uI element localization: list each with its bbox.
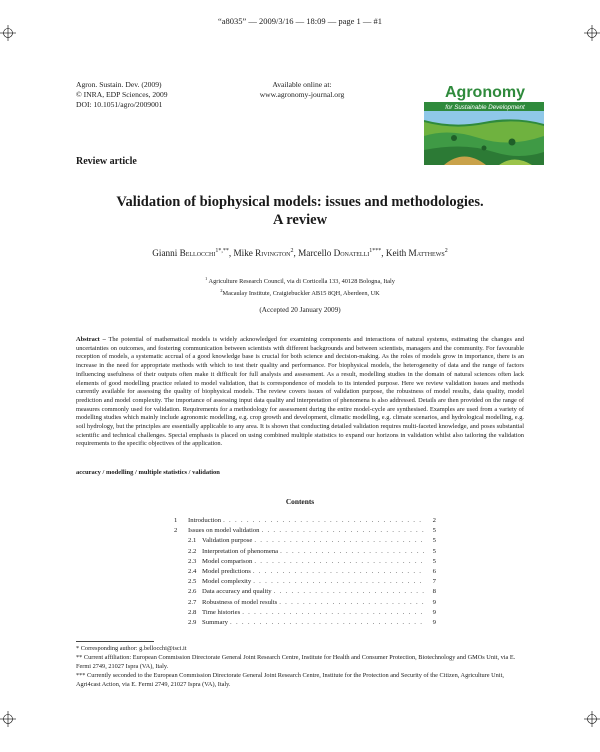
toc-title: Data accuracy and quality (202, 588, 272, 596)
author-separator: , (228, 248, 234, 259)
toc-number: 2.6 (188, 588, 197, 596)
affiliation-1-sup: 1 (205, 276, 208, 281)
affiliation-1-text: Agriculture Research Council, via di Corticella 133, 40128 Bologna, Italy (207, 278, 395, 286)
toc-number: 2.2 (188, 547, 197, 555)
toc-number: 1 (174, 517, 178, 524)
journal-logo (424, 78, 544, 165)
abstract-text: The potential of mathematical models is widely acknowledged for examining components and interactions of natural systems, estimating the changes and uncertainties on outcomes, and fostering communication between scientists with different backgrounds and between scientists, managers and the community. For favourable reception of models, a systematic accrual of a good knowledge base is crucial for both science and decision-making. As the roles of models grow in importance, there is an increase in the need for appropriate methods with which to test their quality and performance. For biophysical models, the heterogeneity of data and the range of factors influencing usefulness of their outputs often make it difficult for full analysis and assessment. As a result, modelling studies in the domain of natural sciences often lack elements of good modelling practice related to model validation, that is correspondence of models to its intended purpose. Here we review validation issues and methods currently available for assessing the quality of biophysical models. The review covers issues of validation purpose, the robustness of model results, data quality, model prediction and model complexity. The importance of assessing input data quality and interpretation of phenomena is also addressed. Details are then provided on the range of measures commonly used for validation. Requirements for a methodology for assessment during the entire model-cycle are synthesised. Examples are used from a variety of modelling studies which mainly include agronomic modelling, e.g. crop growth and development, climatic modelling, e.g. climate scenarios, and hydrological modelling, e.g. soil hydrology, but the principles are essentially applicable to any area. It is shown that conducting detailed validation requires multi-faceted knowledge, and poses substantial scientific and technical challenges. Special emphasis is placed on using combined multiple statistics to expand our horizons in validation whilst also tailoring the validation requirements to the specific objectives of the application. (76, 336, 524, 448)
author-4-sup: 2 (444, 248, 448, 254)
footnote-corresponding-author: * Corresponding author: g.bellocchi@isci.it (76, 645, 187, 652)
toc-page: 8 (432, 588, 436, 596)
toc-leader (279, 598, 424, 608)
toc-page: 5 (432, 527, 436, 535)
author-2-first: Mike (233, 248, 253, 259)
affiliation-2 (40, 287, 560, 299)
footnotes (76, 645, 524, 690)
toc-leader (254, 536, 424, 546)
footnote-secondment: *** Currently seconded to the European Commission Directorate General Joint Research Centre, Institute for the Protection and Security of the Citizen, Agriculture Unit, Agri4cast Action, via E. Fermi 2749, 21027 Ispra (VA), Italy. (76, 672, 504, 689)
author-list (40, 248, 560, 258)
author-separator: , (293, 248, 299, 259)
toc-leader (230, 618, 424, 628)
affiliation-2-sup: 2 (220, 287, 223, 293)
doi: DOI: 10.1051/agro/2009001 (76, 99, 163, 109)
author-1-sup: 1*,** (215, 248, 229, 254)
toc-entry[interactable] (174, 598, 436, 608)
toc-leader (274, 587, 424, 597)
author-1-last: Bellocchi (179, 248, 216, 259)
toc-leader (253, 577, 424, 587)
copyright: © INRA, EDP Sciences, 2009 (76, 89, 168, 99)
toc-leader (262, 526, 424, 536)
author-2-last: Rivington (255, 248, 291, 259)
journal-meta (76, 80, 168, 109)
title-line-2: A review (272, 212, 328, 228)
toc-page: 5 (432, 557, 436, 565)
crop-mark-top-right (584, 25, 600, 41)
article-title (60, 193, 540, 229)
toc-page: 5 (432, 537, 436, 545)
table-of-contents (174, 516, 436, 628)
toc-entry[interactable] (174, 567, 436, 577)
toc-entry[interactable] (174, 618, 436, 628)
toc-page: 5 (432, 547, 436, 555)
affiliations (40, 275, 560, 298)
author-3-first: Marcello (298, 248, 332, 259)
author-2-sup: 2 (290, 248, 294, 254)
toc-number: 2.7 (188, 598, 197, 606)
author-3-sup: 1*** (369, 248, 382, 254)
footnote-current-affiliation: ** Current affiliation: European Commission Directorate General Joint Research Centre, Institute for Health and Consumer Protection, Biotechnology and GMOs Unit, via E. Fermi 2749, 21027 Ispra (VA), Italy. (76, 654, 516, 671)
toc-number: 2.5 (188, 578, 197, 586)
author-1-first: Gianni (152, 248, 178, 259)
online-availability (253, 80, 351, 100)
toc-title: Model comparison (202, 557, 253, 565)
toc-leader (254, 557, 424, 567)
toc-entry[interactable] (174, 547, 436, 557)
footnote-rule (76, 641, 154, 642)
toc-entry[interactable] (174, 587, 436, 597)
toc-title: Model complexity (202, 578, 252, 586)
abstract (76, 336, 524, 449)
toc-title: Time histories (202, 608, 241, 616)
toc-title: Issues on model validation (188, 527, 260, 535)
toc-number: 2.1 (188, 537, 197, 545)
toc-page: 7 (432, 578, 436, 586)
toc-title: Model predictions (202, 567, 251, 575)
toc-entry[interactable] (174, 557, 436, 567)
crop-mark-top-left (0, 25, 16, 41)
toc-title: Robustness of model results (202, 598, 278, 606)
toc-leader (280, 547, 424, 557)
abstract-label: Abstract – (76, 336, 106, 343)
journal-citation: Agron. Sustain. Dev. (2009) (76, 80, 162, 89)
author-3-last: Donatelli (333, 248, 370, 259)
accepted-date: (Accepted 20 January 2009) (259, 306, 341, 314)
toc-leader (242, 608, 424, 618)
toc-number: 2.3 (188, 557, 197, 565)
toc-page: 6 (432, 567, 436, 575)
author-separator: , (381, 248, 386, 259)
available-online-label: Available online at: (272, 80, 332, 89)
running-header: “a8035” — 2009/3/16 — 18:09 — page 1 — #1 (217, 16, 383, 26)
toc-number: 2 (174, 527, 178, 535)
toc-title: Interpretation of phenomena (202, 547, 279, 555)
toc-page: 9 (432, 618, 436, 626)
title-line-1: Validation of biophysical models: issues and methodologies. (116, 194, 484, 210)
crop-mark-bottom-left (0, 711, 16, 727)
author-4-last: Matthews (408, 248, 445, 259)
logo-title: Agronomy (445, 84, 525, 101)
toc-page: 2 (432, 517, 436, 524)
logo-subtitle: for Sustainable Development (445, 104, 525, 111)
toc-title: Introduction (188, 517, 222, 524)
toc-number: 2.4 (188, 567, 197, 575)
toc-entry[interactable] (174, 577, 436, 587)
affiliation-2-text: Macaulay Institute, Craigiebuckler AB15 8QH, Aberdeen, UK (222, 289, 380, 297)
toc-entry[interactable] (174, 608, 436, 618)
journal-url[interactable]: www.agronomy-journal.org (259, 89, 345, 99)
toc-number: 2.9 (188, 618, 197, 626)
toc-leader (223, 516, 424, 526)
toc-title: Validation purpose (202, 537, 253, 545)
article-type: Review article (76, 156, 137, 167)
toc-title: Summary (202, 618, 229, 626)
toc-page: 9 (432, 608, 436, 616)
toc-entry[interactable] (174, 536, 436, 546)
keywords: accuracy / modelling / multiple statistics / validation (76, 469, 220, 476)
toc-number: 2.8 (188, 608, 197, 616)
affiliation-1 (40, 275, 560, 287)
crop-mark-bottom-right (584, 711, 600, 727)
toc-page: 9 (432, 598, 436, 606)
toc-leader (253, 567, 424, 577)
toc-entry[interactable] (174, 526, 436, 536)
contents-title: Contents (285, 497, 315, 506)
toc-entry[interactable] (174, 516, 436, 526)
author-4-first: Keith (385, 248, 407, 259)
